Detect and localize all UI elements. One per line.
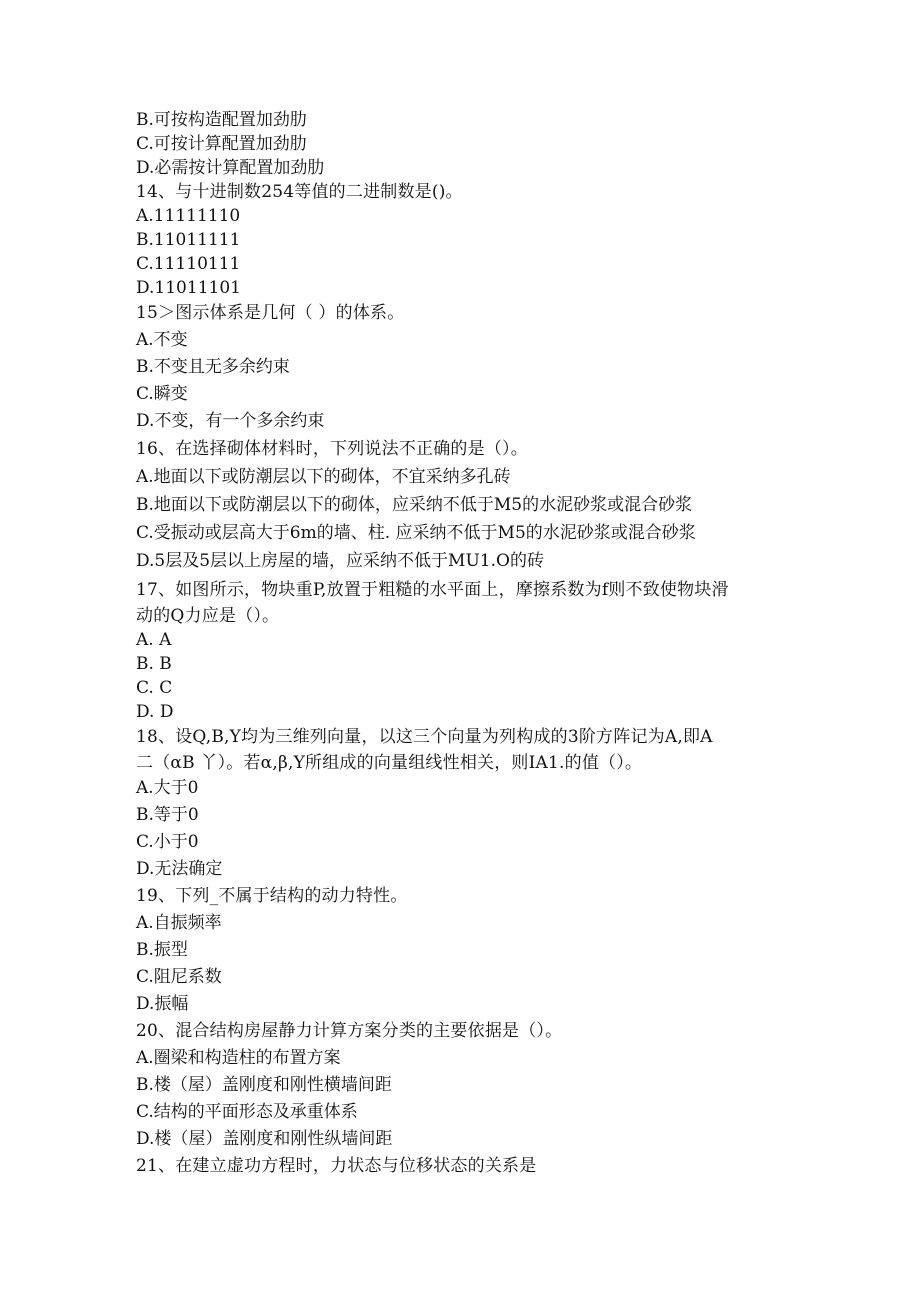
option-line: D.必需按计算配置加劲肋 (136, 158, 325, 178)
option-line: A.圈梁和构造柱的布置方案 (136, 1048, 341, 1068)
question-line: 20、混合结构房屋静力计算方案分类的主要依据是（）。 (136, 1021, 563, 1041)
question-line: 15＞图示体系是几何（ ）的体系。 (136, 303, 405, 323)
option-line: D. D (136, 702, 174, 722)
option-line: D.无法确定 (136, 859, 223, 879)
question-continuation-line: 二（αB 丫）。若α,β,Y所组成的向量组线性相关，则IA1.的值（）。 (136, 753, 643, 773)
option-line: C.瞬变 (136, 384, 188, 404)
option-line: C.11110111 (136, 254, 241, 274)
option-line: D.不变，有一个多余约束 (136, 411, 325, 431)
question-line: 16、在选择砌体材料时，下列说法不正确的是（）。 (136, 439, 528, 459)
option-line: D.楼（屋）盖刚度和刚性纵墙间距 (136, 1129, 393, 1149)
option-line: A.自振频率 (136, 913, 222, 933)
option-line: B.11011111 (136, 230, 241, 250)
option-line: A.地面以下或防潮层以下的砌体，不宜采纳多孔砖 (136, 467, 511, 487)
option-line: D.11011101 (136, 278, 241, 298)
option-line: B.地面以下或防潮层以下的砌体，应采纳不低于M5的水泥砂浆或混合砂浆 (136, 495, 693, 515)
option-line: D.振幅 (136, 994, 189, 1014)
option-line: B.可按构造配置加劲肋 (136, 110, 307, 130)
question-line: 19、下列_不属于结构的动力特性。 (136, 886, 408, 906)
option-line: C.阻尼系数 (136, 967, 222, 987)
option-line: C. C (136, 678, 173, 698)
option-line: A.不变 (136, 330, 188, 350)
document-page (136, 108, 796, 1180)
option-line: B. B (136, 654, 172, 674)
option-line: B.等于0 (136, 805, 199, 825)
option-line: A.大于0 (136, 778, 199, 798)
question-continuation-line: 动的Q力应是（）。 (136, 606, 280, 626)
option-line: C.受振动或层高大于6m的墙、柱. 应采纳不低于M5的水泥砂浆或混合砂浆 (136, 523, 696, 543)
question-line: 21、在建立虚功方程时，力状态与位移状态的关系是 (136, 1156, 537, 1176)
option-line: D.5层及5层以上房屋的墙，应采纳不低于MU1.O的砖 (136, 551, 544, 571)
option-line: A. A (136, 630, 172, 650)
option-line: B.楼（屋）盖刚度和刚性横墙间距 (136, 1075, 392, 1095)
option-line: A.11111110 (136, 206, 241, 226)
option-line: C.小于0 (136, 832, 199, 852)
option-line: C.可按计算配置加劲肋 (136, 134, 307, 154)
option-line: B.不变且无多余约束 (136, 357, 290, 377)
question-line: 17、如图所示，物块重P,放置于粗糙的水平面上，摩擦系数为f则不致使物块滑 (136, 580, 729, 600)
option-line: C.结构的平面形态及承重体系 (136, 1102, 358, 1122)
question-line: 18、设Q,B,Y均为三维列向量，以这三个向量为列构成的3阶方阵记为A,即A (136, 727, 713, 747)
question-line: 14、与十进制数254等值的二进制数是()。 (136, 182, 463, 202)
option-line: B.振型 (136, 940, 188, 960)
